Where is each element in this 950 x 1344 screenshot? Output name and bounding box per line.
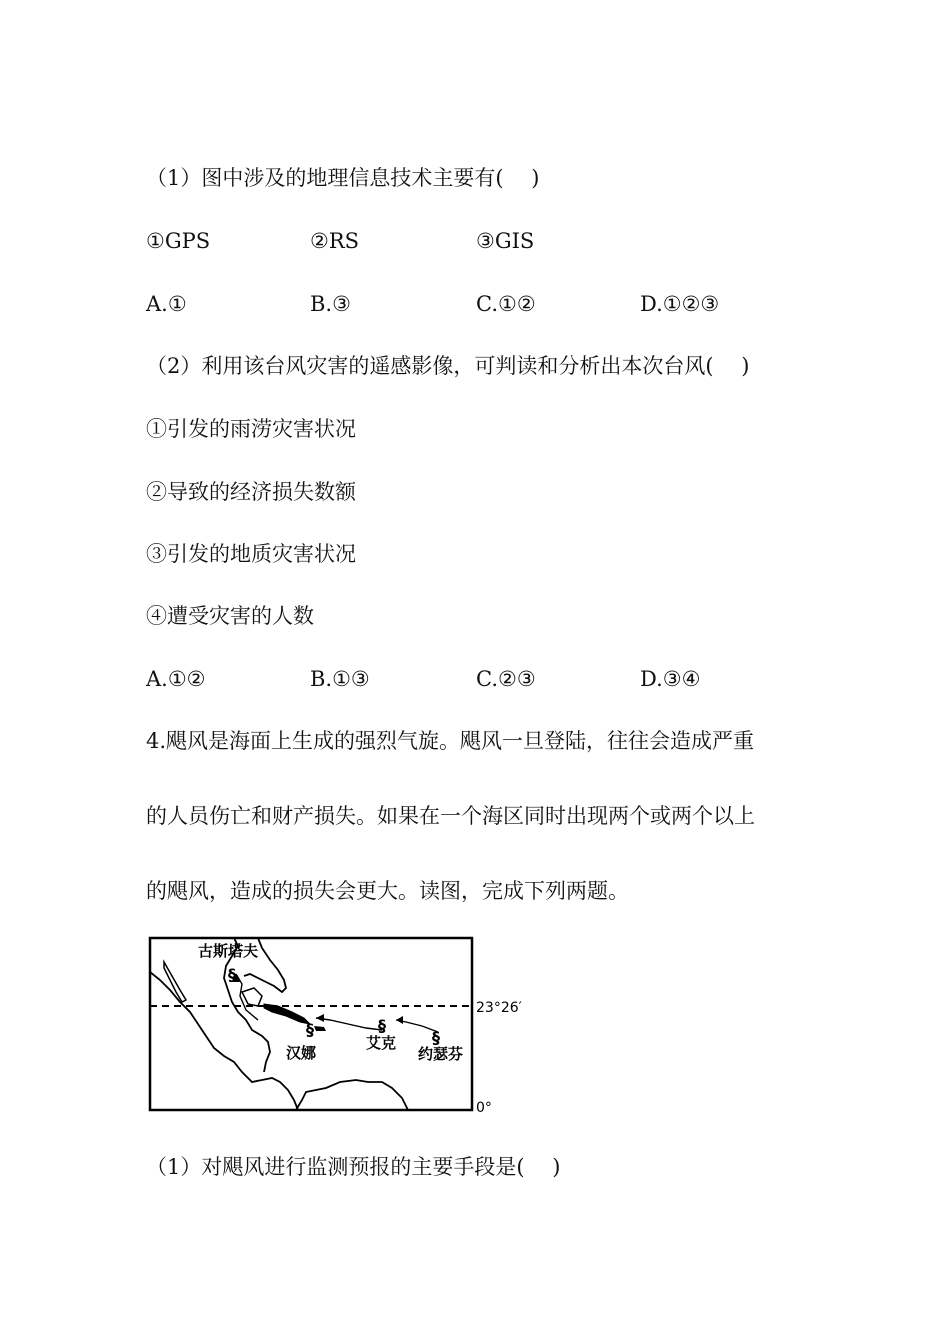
arrow-josephine	[396, 1016, 403, 1024]
hurricane-symbol-gustav: §	[228, 965, 236, 984]
label-josephine: 约瑟芬	[418, 1045, 464, 1063]
q2-item-2: ②导致的经济损失数额	[146, 480, 356, 504]
label-equator: 0°	[476, 1100, 492, 1116]
q1-option-b[interactable]: B.③	[310, 292, 351, 316]
coastline-south-america	[296, 1080, 408, 1110]
label-tropic: 23°26′	[476, 1000, 522, 1016]
q2-stem: （2）利用该台风灾害的遥感影像，可判读和分析出本次台风( )	[146, 354, 750, 378]
q4-intro-line-2: 的人员伤亡和财产损失。如果在一个海区同时出现两个或两个以上	[146, 804, 755, 828]
q4-intro-line-1: 4.飓风是海面上生成的强烈气旋。飓风一旦登陆，往往会造成严重	[146, 729, 755, 753]
q1-option-a[interactable]: A.①	[146, 292, 187, 316]
hurricane-symbol-josephine: §	[432, 1028, 440, 1047]
q1-stem: （1）图中涉及的地理信息技术主要有( )	[146, 166, 540, 190]
q2-item-4: ④遭受灾害的人数	[146, 604, 314, 628]
q1-option-c[interactable]: C.①②	[476, 292, 536, 316]
q2-option-a[interactable]: A.①②	[146, 667, 206, 691]
q2-option-c[interactable]: C.②③	[476, 667, 536, 691]
coastline-mainland	[150, 972, 298, 1110]
q2-item-1: ①引发的雨涝灾害状况	[146, 417, 356, 441]
hurricane-map	[146, 932, 522, 1118]
q1-item-1: ①GPS	[146, 229, 211, 253]
q4-sub1-stem: （1）对飓风进行监测预报的主要手段是( )	[146, 1155, 561, 1179]
track-ike	[316, 1018, 382, 1030]
arrow-ike	[316, 1014, 324, 1022]
hurricane-symbol-hanna: §	[306, 1020, 314, 1039]
q1-item-3: ③GIS	[476, 229, 535, 253]
label-gustav: 古斯塔夫	[198, 942, 259, 960]
q2-item-3: ③引发的地质灾害状况	[146, 542, 356, 566]
q1-item-2: ②RS	[310, 229, 360, 253]
q2-option-b[interactable]: B.①③	[310, 667, 370, 691]
yucatan	[242, 988, 262, 1006]
hurricane-symbol-ike: §	[378, 1016, 386, 1035]
q2-option-d[interactable]: D.③④	[640, 667, 701, 691]
label-ike: 艾克	[366, 1034, 397, 1052]
q1-option-d[interactable]: D.①②③	[640, 292, 720, 316]
label-hanna: 汉娜	[286, 1044, 317, 1062]
q4-intro-line-3: 的飓风，造成的损失会更大。读图，完成下列两题。	[146, 879, 629, 903]
hispaniola	[314, 1026, 326, 1031]
